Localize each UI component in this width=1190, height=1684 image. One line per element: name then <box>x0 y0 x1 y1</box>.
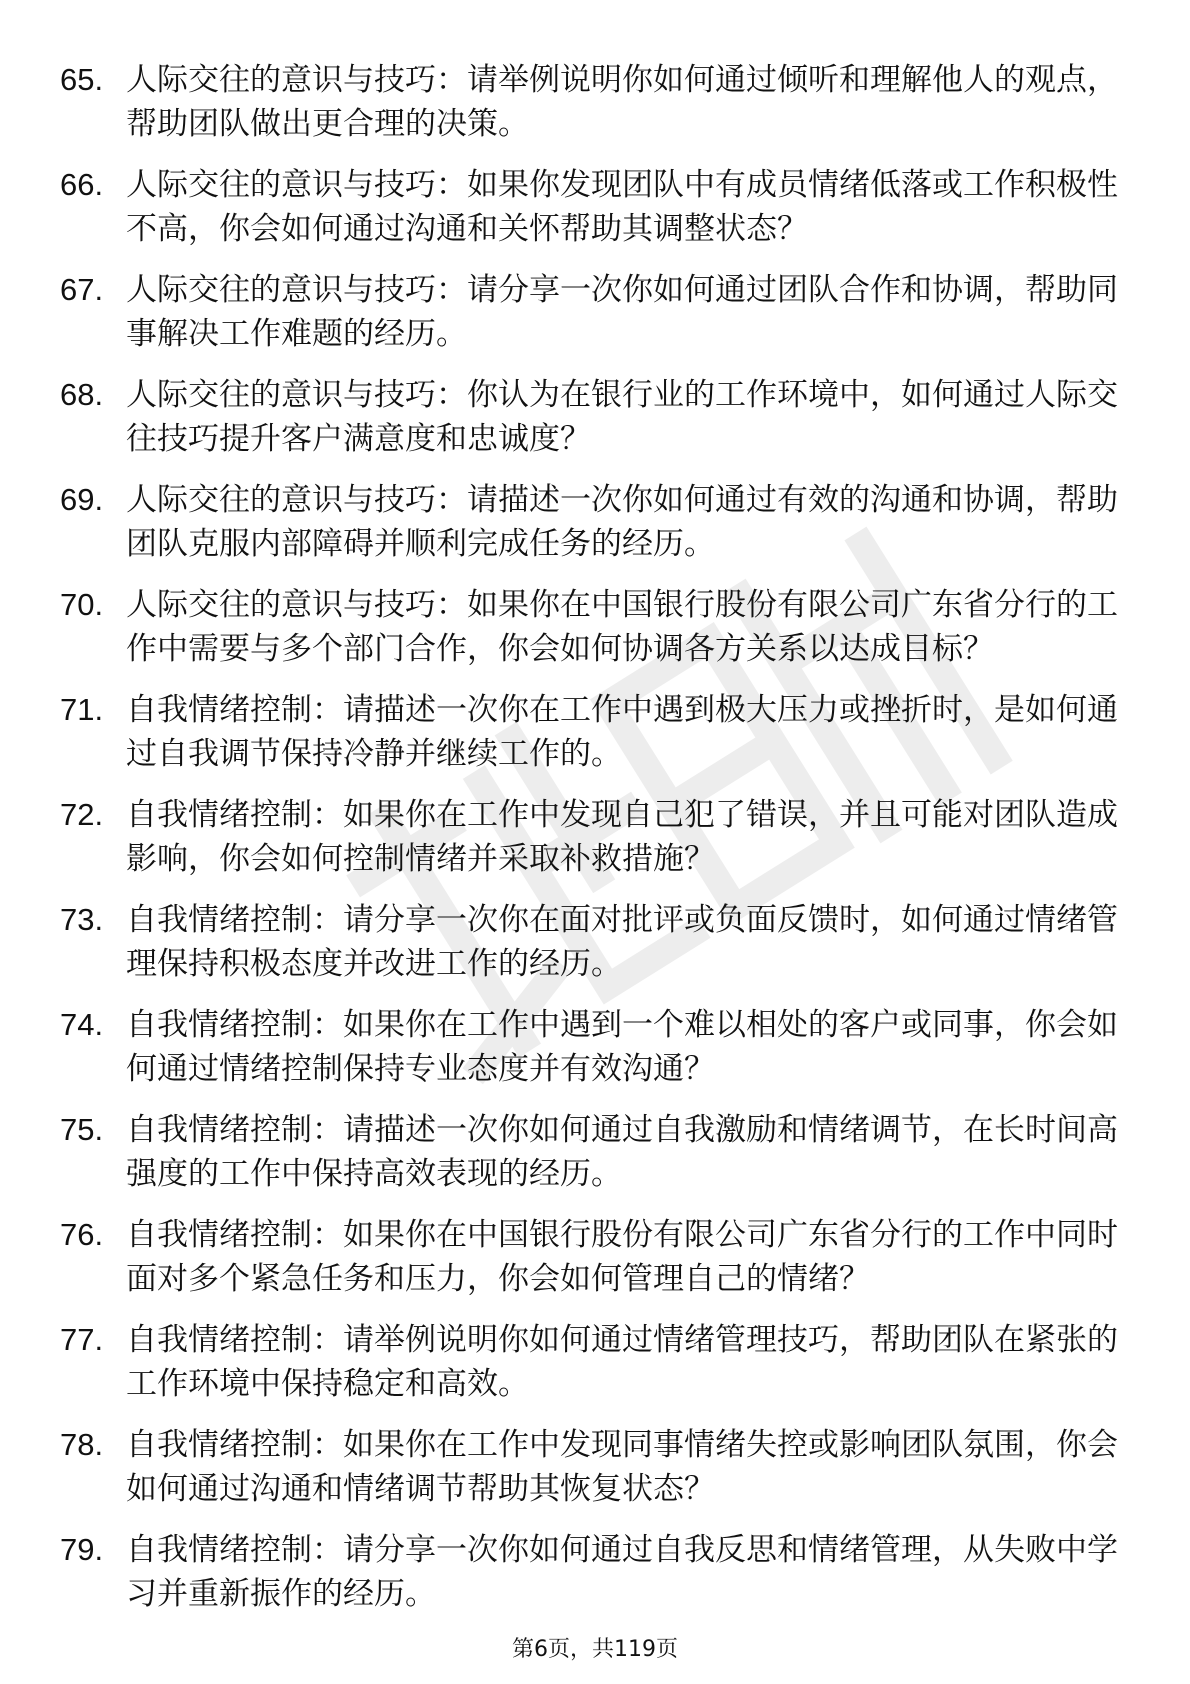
question-item <box>60 373 1120 461</box>
page-footer: 第6页，共119页 <box>512 1637 678 1662</box>
question-text: 自我情绪控制：如果你在工作中发现自己犯了错误，并且可能对团队造成影响，你会如何控制情绪并采取补救措施？ <box>126 797 1118 877</box>
question-item <box>60 1528 1120 1616</box>
question-number: 79. <box>60 1532 104 1567</box>
question-number: 67. <box>60 272 104 307</box>
question-number: 65. <box>60 62 104 97</box>
question-text: 人际交往的意识与技巧：你认为在银行业的工作环境中，如何通过人际交往技巧提升客户满意度和忠诚度？ <box>126 377 1118 457</box>
question-number: 76. <box>60 1217 104 1252</box>
question-item <box>60 1318 1120 1406</box>
question-item <box>60 58 1120 146</box>
question-text: 自我情绪控制：请描述一次你在工作中遇到极大压力或挫折时，是如何通过自我调节保持冷静并继续工作的。 <box>126 692 1118 772</box>
question-number: 68. <box>60 377 104 412</box>
question-number: 72. <box>60 797 104 832</box>
question-number: 69. <box>60 482 104 517</box>
question-number: 78. <box>60 1427 104 1462</box>
question-number: 73. <box>60 902 104 937</box>
question-item <box>60 583 1120 671</box>
question-number: 74. <box>60 1007 104 1042</box>
question-text: 人际交往的意识与技巧：如果你在中国银行股份有限公司广东省分行的工作中需要与多个部门合作，你会如何协调各方关系以达成目标？ <box>126 587 1118 667</box>
question-text: 自我情绪控制：请分享一次你在面对批评或负面反馈时，如何通过情绪管理保持积极态度并改进工作的经历。 <box>126 902 1118 982</box>
question-item <box>60 1423 1120 1511</box>
question-item <box>60 1003 1120 1091</box>
question-number: 70. <box>60 587 104 622</box>
question-item <box>60 268 1120 356</box>
question-text: 人际交往的意识与技巧：请分享一次你如何通过团队合作和协调，帮助同事解决工作难题的经历。 <box>126 272 1118 352</box>
question-text: 人际交往的意识与技巧：请举例说明你如何通过倾听和理解他人的观点，帮助团队做出更合理的决策。 <box>126 62 1118 142</box>
question-item <box>60 1108 1120 1196</box>
question-text: 自我情绪控制：请描述一次你如何通过自我激励和情绪调节，在长时间高强度的工作中保持高效表现的经历。 <box>126 1112 1118 1192</box>
question-text: 自我情绪控制：请分享一次你如何通过自我反思和情绪管理，从失败中学习并重新振作的经历。 <box>126 1532 1118 1612</box>
question-number: 75. <box>60 1112 104 1147</box>
question-number: 71. <box>60 692 104 727</box>
question-text: 人际交往的意识与技巧：如果你发现团队中有成员情绪低落或工作积极性不高，你会如何通过沟通和关怀帮助其调整状态？ <box>126 167 1118 247</box>
question-item <box>60 1213 1120 1301</box>
question-text: 人际交往的意识与技巧：请描述一次你如何通过有效的沟通和协调，帮助团队克服内部障碍并顺利完成任务的经历。 <box>126 482 1118 562</box>
question-number: 66. <box>60 167 104 202</box>
question-list <box>60 58 1120 1633</box>
question-item <box>60 898 1120 986</box>
question-item <box>60 793 1120 881</box>
question-item <box>60 688 1120 776</box>
question-item <box>60 478 1120 566</box>
question-number: 77. <box>60 1322 104 1357</box>
question-text: 自我情绪控制：如果你在中国银行股份有限公司广东省分行的工作中同时面对多个紧急任务和压力，你会如何管理自己的情绪？ <box>126 1217 1118 1297</box>
question-text: 自我情绪控制：如果你在工作中发现同事情绪失控或影响团队氛围，你会如何通过沟通和情绪调节帮助其恢复状态？ <box>126 1427 1118 1507</box>
question-text: 自我情绪控制：请举例说明你如何通过情绪管理技巧，帮助团队在紧张的工作环境中保持稳定和高效。 <box>126 1322 1118 1402</box>
question-text: 自我情绪控制：如果你在工作中遇到一个难以相处的客户或同事，你会如何通过情绪控制保持专业态度并有效沟通？ <box>126 1007 1118 1087</box>
question-item <box>60 163 1120 251</box>
